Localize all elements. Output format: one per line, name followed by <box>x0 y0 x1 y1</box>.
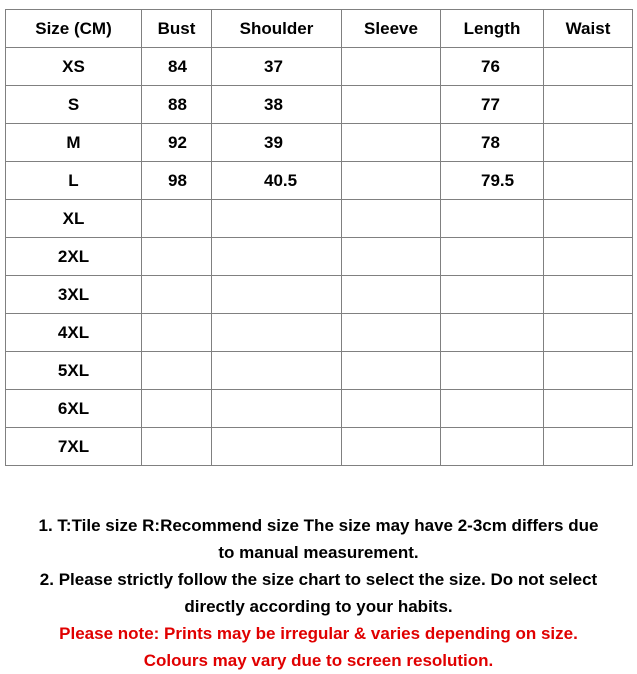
size-notes <box>0 512 637 674</box>
cell-bust <box>142 238 212 276</box>
header-waist: Waist <box>544 10 633 48</box>
cell-waist <box>544 352 633 390</box>
cell-bust: 92 <box>142 124 212 162</box>
cell-sleeve <box>342 390 441 428</box>
cell-size: 3XL <box>6 276 142 314</box>
cell-sleeve <box>342 48 441 86</box>
cell-bust: 84 <box>142 48 212 86</box>
cell-waist <box>544 124 633 162</box>
cell-shoulder: 37 <box>212 48 342 86</box>
cell-sleeve <box>342 276 441 314</box>
cell-waist <box>544 428 633 466</box>
table-body <box>6 48 633 466</box>
cell-sleeve <box>342 314 441 352</box>
cell-bust <box>142 200 212 238</box>
table-row <box>6 162 633 200</box>
table-row <box>6 314 633 352</box>
header-length: Length <box>441 10 544 48</box>
note-1 <box>0 512 637 566</box>
cell-sleeve <box>342 124 441 162</box>
cell-bust: 88 <box>142 86 212 124</box>
note-2-line-1: 2. Please strictly follow the size chart to select the size. Do not select <box>39 570 598 589</box>
cell-sleeve <box>342 86 441 124</box>
cell-shoulder <box>212 352 342 390</box>
cell-shoulder: 40.5 <box>212 162 342 200</box>
header-sleeve: Sleeve <box>342 10 441 48</box>
cell-bust <box>142 352 212 390</box>
cell-length <box>441 352 544 390</box>
cell-shoulder <box>212 390 342 428</box>
cell-bust <box>142 428 212 466</box>
cell-sleeve <box>342 428 441 466</box>
cell-length: 77 <box>441 86 544 124</box>
cell-size: 4XL <box>6 314 142 352</box>
cell-waist <box>544 314 633 352</box>
cell-length: 76 <box>441 48 544 86</box>
note-1-line-1: 1. T:Tile size R:Recommend size The size may have 2-3cm differs due <box>38 516 599 535</box>
table-row <box>6 428 633 466</box>
cell-size: 5XL <box>6 352 142 390</box>
cell-size: 7XL <box>6 428 142 466</box>
note-2 <box>0 566 637 620</box>
table-row <box>6 48 633 86</box>
note-1-line-2: to manual measurement. <box>218 543 419 562</box>
table-row <box>6 200 633 238</box>
header-bust: Bust <box>142 10 212 48</box>
table-row <box>6 238 633 276</box>
table-row <box>6 390 633 428</box>
cell-shoulder: 38 <box>212 86 342 124</box>
cell-shoulder <box>212 276 342 314</box>
cell-length <box>441 200 544 238</box>
cell-sleeve <box>342 200 441 238</box>
cell-bust <box>142 390 212 428</box>
cell-waist <box>544 48 633 86</box>
table-row <box>6 276 633 314</box>
cell-length <box>441 390 544 428</box>
cell-size: 6XL <box>6 390 142 428</box>
cell-sleeve <box>342 352 441 390</box>
cell-size: M <box>6 124 142 162</box>
cell-waist <box>544 162 633 200</box>
cell-length <box>441 238 544 276</box>
cell-length <box>441 276 544 314</box>
warning-line-2: Colours may vary due to screen resolution. <box>143 651 494 670</box>
cell-waist <box>544 86 633 124</box>
cell-bust <box>142 276 212 314</box>
cell-waist <box>544 238 633 276</box>
table-row <box>6 352 633 390</box>
table-row <box>6 124 633 162</box>
cell-waist <box>544 390 633 428</box>
cell-sleeve <box>342 162 441 200</box>
cell-length: 78 <box>441 124 544 162</box>
cell-waist <box>544 276 633 314</box>
cell-shoulder <box>212 200 342 238</box>
cell-bust <box>142 314 212 352</box>
warning-note <box>0 620 637 674</box>
warning-line-1: Please note: Prints may be irregular & varies depending on size. <box>59 624 578 643</box>
note-2-line-2: directly according to your habits. <box>184 597 453 616</box>
size-chart-table <box>5 9 633 466</box>
table-row <box>6 86 633 124</box>
table-header-row <box>6 10 633 48</box>
cell-length: 79.5 <box>441 162 544 200</box>
cell-length <box>441 428 544 466</box>
header-shoulder: Shoulder <box>212 10 342 48</box>
cell-size: 2XL <box>6 238 142 276</box>
cell-length <box>441 314 544 352</box>
cell-shoulder <box>212 238 342 276</box>
cell-size: L <box>6 162 142 200</box>
cell-sleeve <box>342 238 441 276</box>
cell-shoulder <box>212 428 342 466</box>
header-size: Size (CM) <box>6 10 142 48</box>
cell-size: XL <box>6 200 142 238</box>
cell-size: XS <box>6 48 142 86</box>
cell-waist <box>544 200 633 238</box>
cell-shoulder <box>212 314 342 352</box>
cell-shoulder: 39 <box>212 124 342 162</box>
cell-size: S <box>6 86 142 124</box>
cell-bust: 98 <box>142 162 212 200</box>
